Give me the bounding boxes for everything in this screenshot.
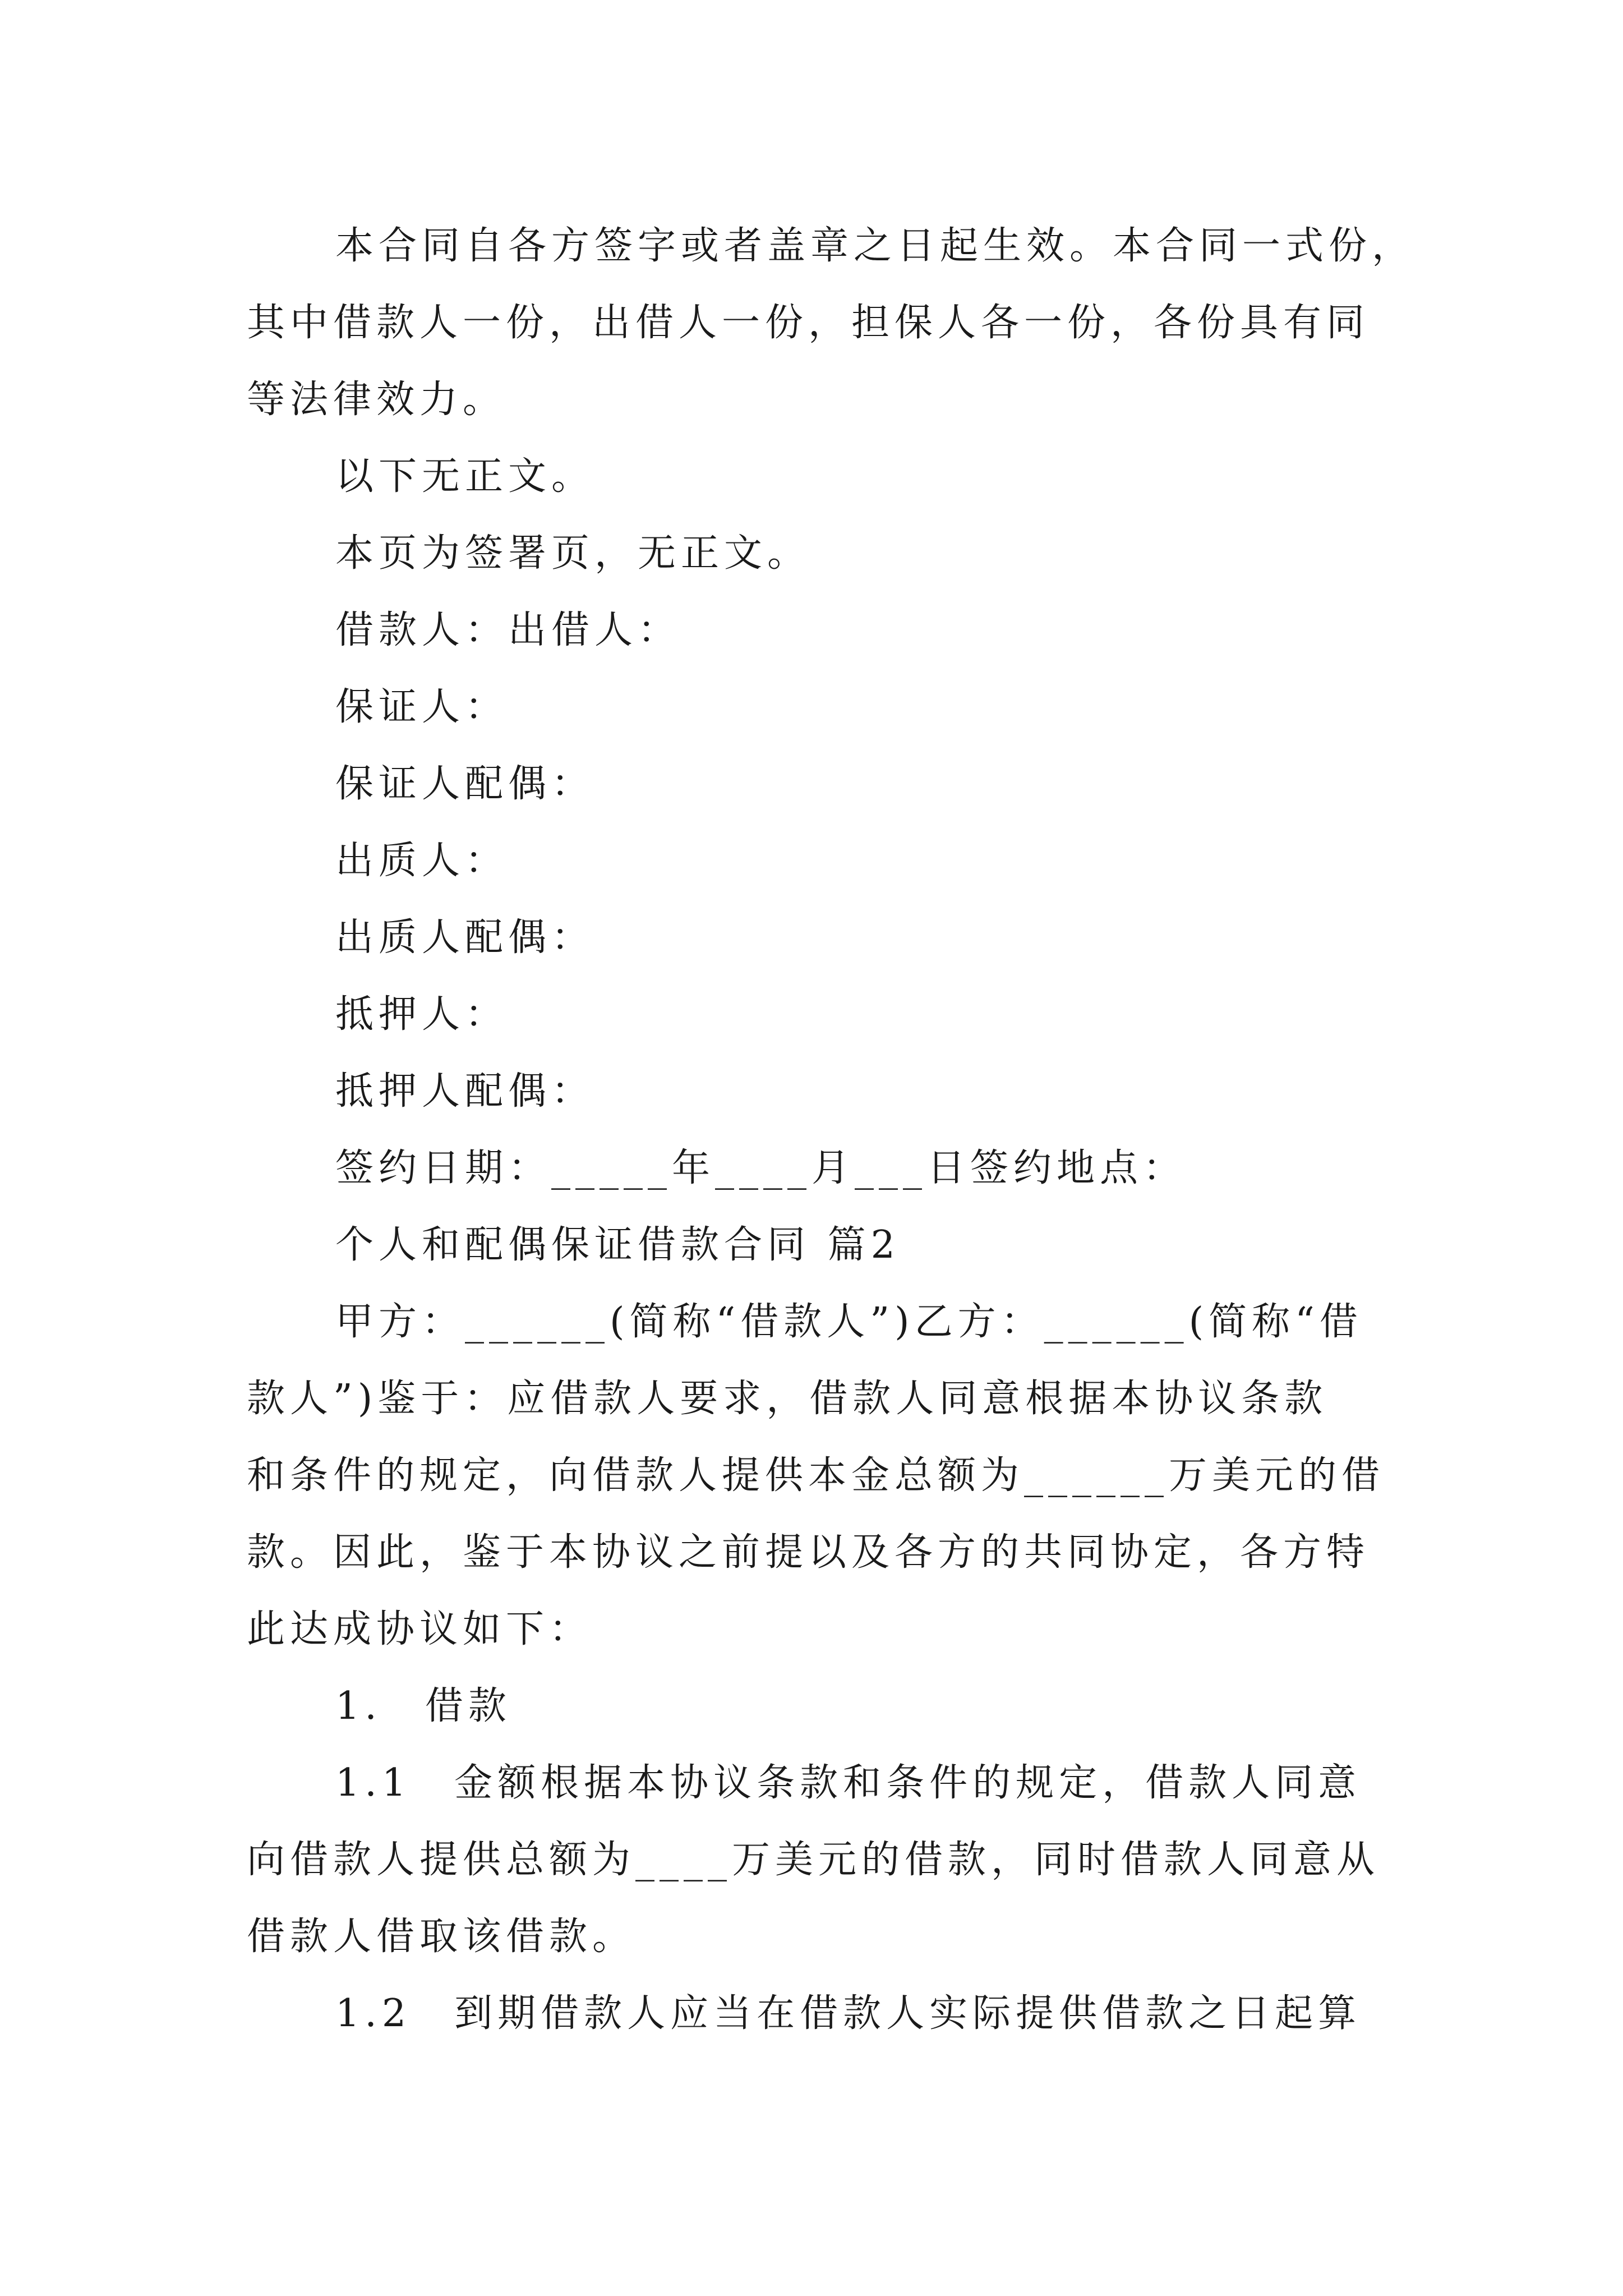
clause-line: 向借款人提供总额为____万美元的借款，同时借款人同意从 bbox=[247, 1838, 1380, 1882]
clause-line: 借款人借取该借款。 bbox=[247, 1915, 636, 1959]
clause-line: 1.1 金额根据本协议条款和条件的规定，借款人同意 bbox=[335, 1761, 1362, 1805]
paragraph-line: 本合同自各方签字或者盖章之日起生效。本合同一式份， bbox=[335, 224, 1415, 268]
signature-field-mortgagor: 抵押人： bbox=[335, 992, 509, 1037]
no-body-text-line: 以下无正文。 bbox=[335, 454, 595, 499]
signature-field-pledgor-spouse: 出质人配偶： bbox=[335, 915, 595, 960]
signature-field-borrower-lender: 借款人：出借人： bbox=[335, 608, 681, 652]
paragraph-line: 款。因此，鉴于本协议之前提以及各方的共同协定，各方特 bbox=[247, 1530, 1370, 1575]
signing-date-location: 签约日期：_____年____月___日签约地点： bbox=[335, 1146, 1187, 1190]
signature-page-note: 本页为签署页，无正文。 bbox=[335, 531, 811, 576]
section-title: 个人和配偶保证借款合同 篇2 bbox=[335, 1223, 900, 1267]
paragraph-line: 甲方：______(简称“借款人”)乙方：______(简称“借 bbox=[335, 1300, 1363, 1344]
clause-line: 1.2 到期借款人应当在借款人实际提供借款之日起算 bbox=[335, 1991, 1362, 2036]
signature-field-guarantor: 保证人： bbox=[335, 685, 509, 729]
paragraph-line: 此达成协议如下： bbox=[247, 1607, 593, 1651]
document-body bbox=[247, 208, 1413, 2052]
paragraph-line: 等法律效力。 bbox=[247, 378, 506, 422]
signature-field-guarantor-spouse: 保证人配偶： bbox=[335, 762, 595, 806]
signature-field-mortgagor-spouse: 抵押人配偶： bbox=[335, 1069, 595, 1114]
clause-heading: 1. 借款 bbox=[335, 1684, 511, 1728]
paragraph-line: 和条件的规定，向借款人提供本金总额为______万美元的借 bbox=[247, 1453, 1385, 1498]
paragraph-line: 款人”)鉴于：应借款人要求，借款人同意根据本协议条款 bbox=[247, 1377, 1328, 1421]
paragraph-line: 其中借款人一份，出借人一份，担保人各一份，各份具有同 bbox=[247, 301, 1370, 345]
signature-field-pledgor: 出质人： bbox=[335, 839, 509, 883]
